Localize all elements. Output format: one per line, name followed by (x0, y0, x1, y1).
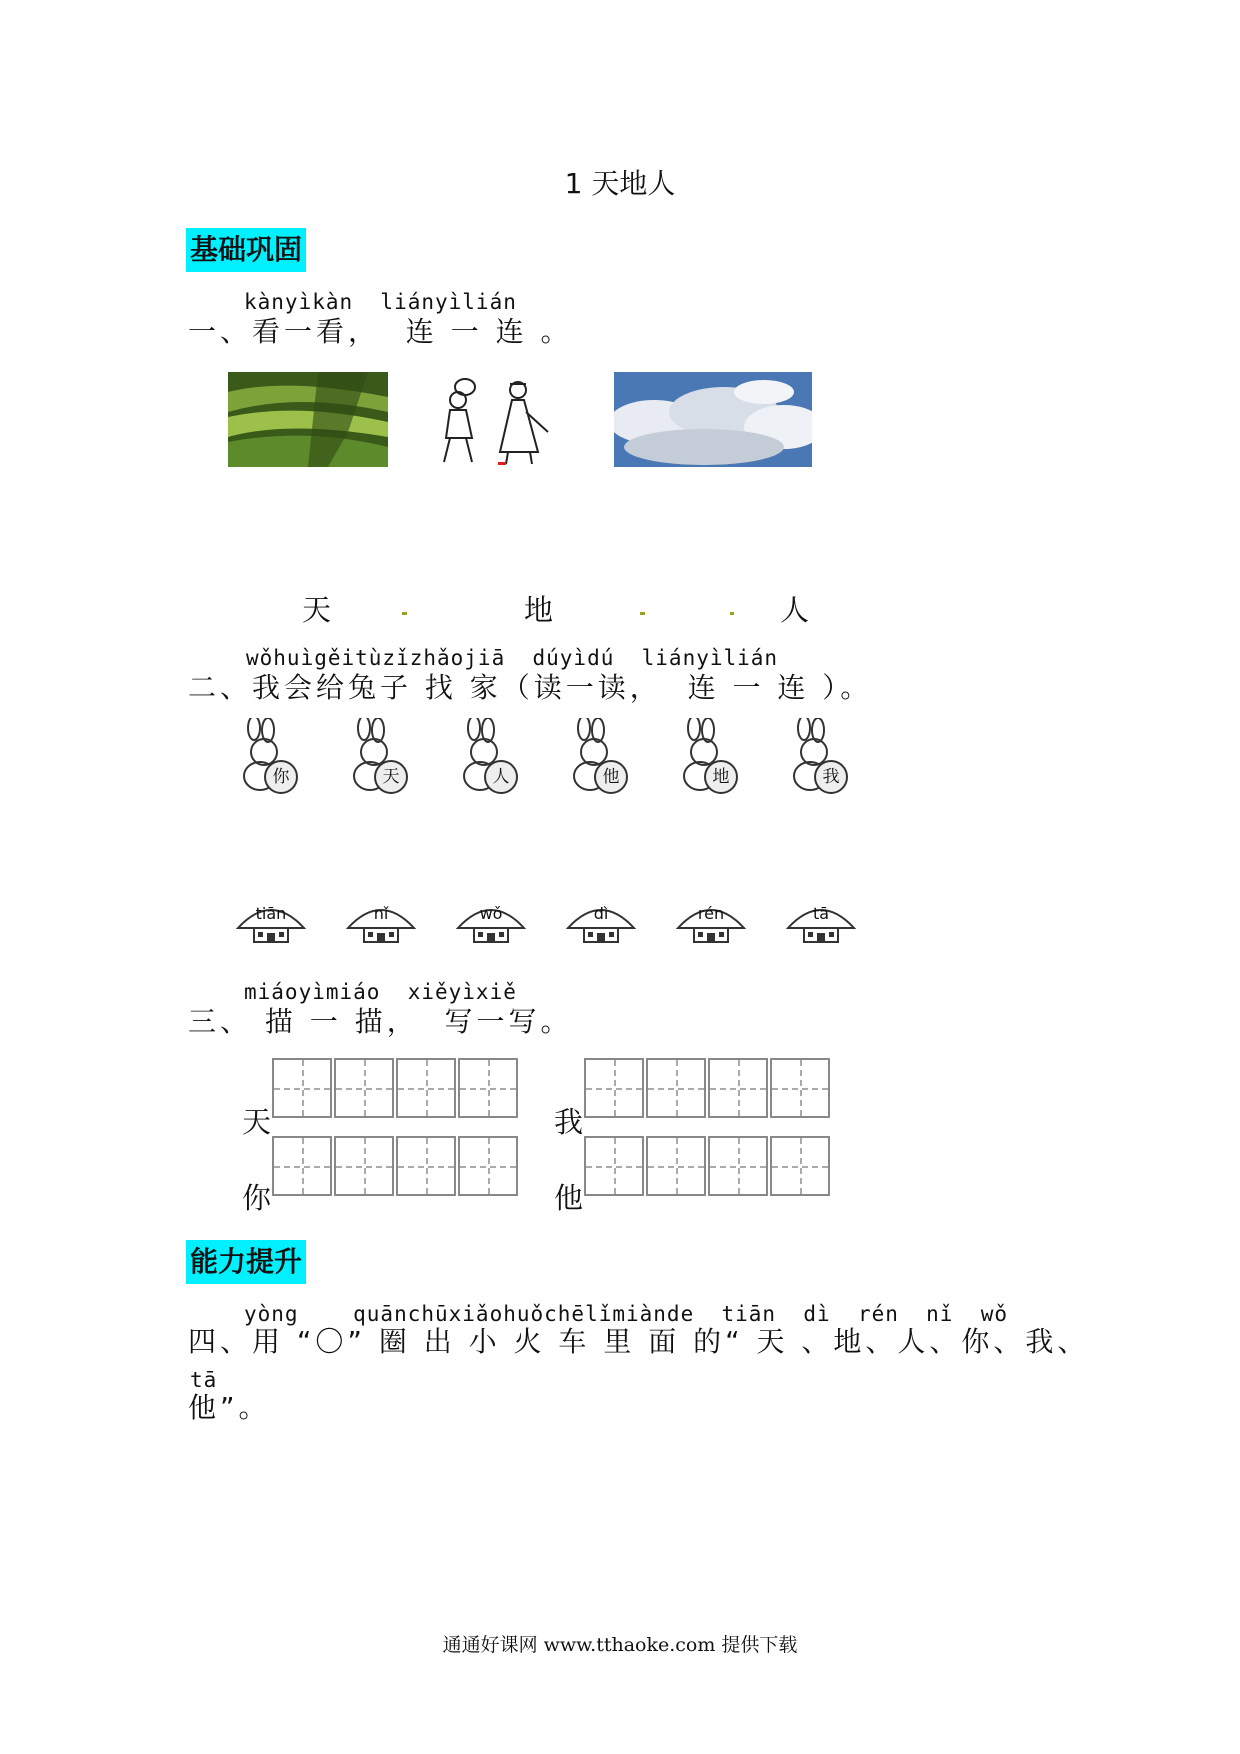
rabbit-item (456, 718, 526, 798)
terraced-fields-image (228, 372, 388, 467)
q3-pinyin: miáoyìmiáo xiěyìxiě (244, 980, 517, 1004)
q2-pinyin: wǒhuìgěitùzǐzhǎojiā dúyìdú liányìlián (246, 646, 779, 670)
writing-cell[interactable] (646, 1136, 706, 1196)
mushroom-house (786, 898, 856, 946)
writing-grid (272, 1058, 520, 1118)
rabbit-item (566, 718, 636, 798)
q4-text-2: 他”。 (188, 1391, 271, 1424)
writing-cell[interactable] (458, 1058, 518, 1118)
rabbit-char: 你 (264, 760, 298, 794)
house-pinyin: wǒ (479, 904, 503, 923)
mushroom-house (346, 898, 416, 946)
q4-pinyin-2: tā (190, 1368, 218, 1392)
writing-cell[interactable] (396, 1058, 456, 1118)
rabbit-char: 人 (484, 760, 518, 794)
writing-grid (584, 1136, 832, 1196)
trace-char-tian: 天 (242, 1105, 272, 1139)
q4-pinyin: yòng quānchūxiǎohuǒchēlǐmiànde tiān dì rén nǐ wǒ (244, 1302, 1009, 1326)
writing-cell[interactable] (272, 1058, 332, 1118)
rabbit-item (236, 718, 306, 798)
trace-char-ni: 你 (242, 1181, 272, 1215)
writing-cell[interactable] (708, 1136, 768, 1196)
rabbit-char: 地 (704, 760, 738, 794)
house-pinyin: nǐ (373, 904, 389, 923)
mushroom-house (236, 898, 306, 946)
q2-text: 二、我会给兔子 找 家（读一读， 连 一 连 ）。 (188, 671, 873, 704)
writing-cell[interactable] (334, 1058, 394, 1118)
mushroom-house (676, 898, 746, 946)
rabbit-item (786, 718, 856, 798)
dot-mark (730, 612, 734, 615)
writing-cell[interactable] (770, 1136, 830, 1196)
trace-char-wo: 我 (554, 1105, 584, 1139)
writing-grid (272, 1136, 520, 1196)
writing-cell[interactable] (584, 1058, 644, 1118)
rabbit-char: 他 (594, 760, 628, 794)
rabbit-char: 天 (374, 760, 408, 794)
writing-cell[interactable] (272, 1136, 332, 1196)
rabbit-item (676, 718, 746, 798)
writing-cell[interactable] (584, 1136, 644, 1196)
section-heading-advanced: 能力提升 (186, 1240, 306, 1284)
trace-char-ta: 他 (554, 1181, 584, 1215)
rabbit-char: 我 (814, 760, 848, 794)
house-pinyin: rén (697, 904, 725, 923)
footer-source: 通通好课网 www.tthaoke.com 提供下载 (442, 1634, 798, 1656)
rabbit-row (236, 718, 856, 798)
q1-word-person: 人 (780, 593, 810, 627)
section-heading-basic: 基础巩固 (186, 228, 306, 272)
house-pinyin: tā (812, 904, 830, 923)
writing-cell[interactable] (458, 1136, 518, 1196)
writing-cell[interactable] (396, 1136, 456, 1196)
q1-word-earth: 地 (524, 593, 554, 627)
q1-text: 一、看一看， 连 一 连 。 (188, 315, 573, 348)
q1-pinyin: kànyìkàn liányìlián (244, 290, 517, 314)
writing-cell[interactable] (334, 1136, 394, 1196)
house-row (236, 898, 856, 946)
writing-cell[interactable] (646, 1058, 706, 1118)
writing-cell[interactable] (708, 1058, 768, 1118)
house-pinyin: tiān (255, 904, 287, 923)
writing-cell[interactable] (770, 1058, 830, 1118)
page-title: 1 天地人 (564, 167, 676, 200)
house-pinyin: dì (593, 904, 609, 923)
dot-mark (402, 612, 407, 615)
q4-text: 四、用 “〇” 圈 出 小 火 车 里 面 的“ 天 、地、人、你、我、 (188, 1325, 1090, 1358)
q1-word-sky: 天 (302, 593, 332, 627)
rabbit-item (346, 718, 416, 798)
cloudy-sky-image (614, 372, 812, 467)
dot-mark (640, 612, 645, 615)
mushroom-house (456, 898, 526, 946)
people-drawing-image (430, 372, 560, 467)
q3-text: 三、 描 一 描， 写一写。 (188, 1005, 573, 1038)
mushroom-house (566, 898, 636, 946)
writing-grid (584, 1058, 832, 1118)
